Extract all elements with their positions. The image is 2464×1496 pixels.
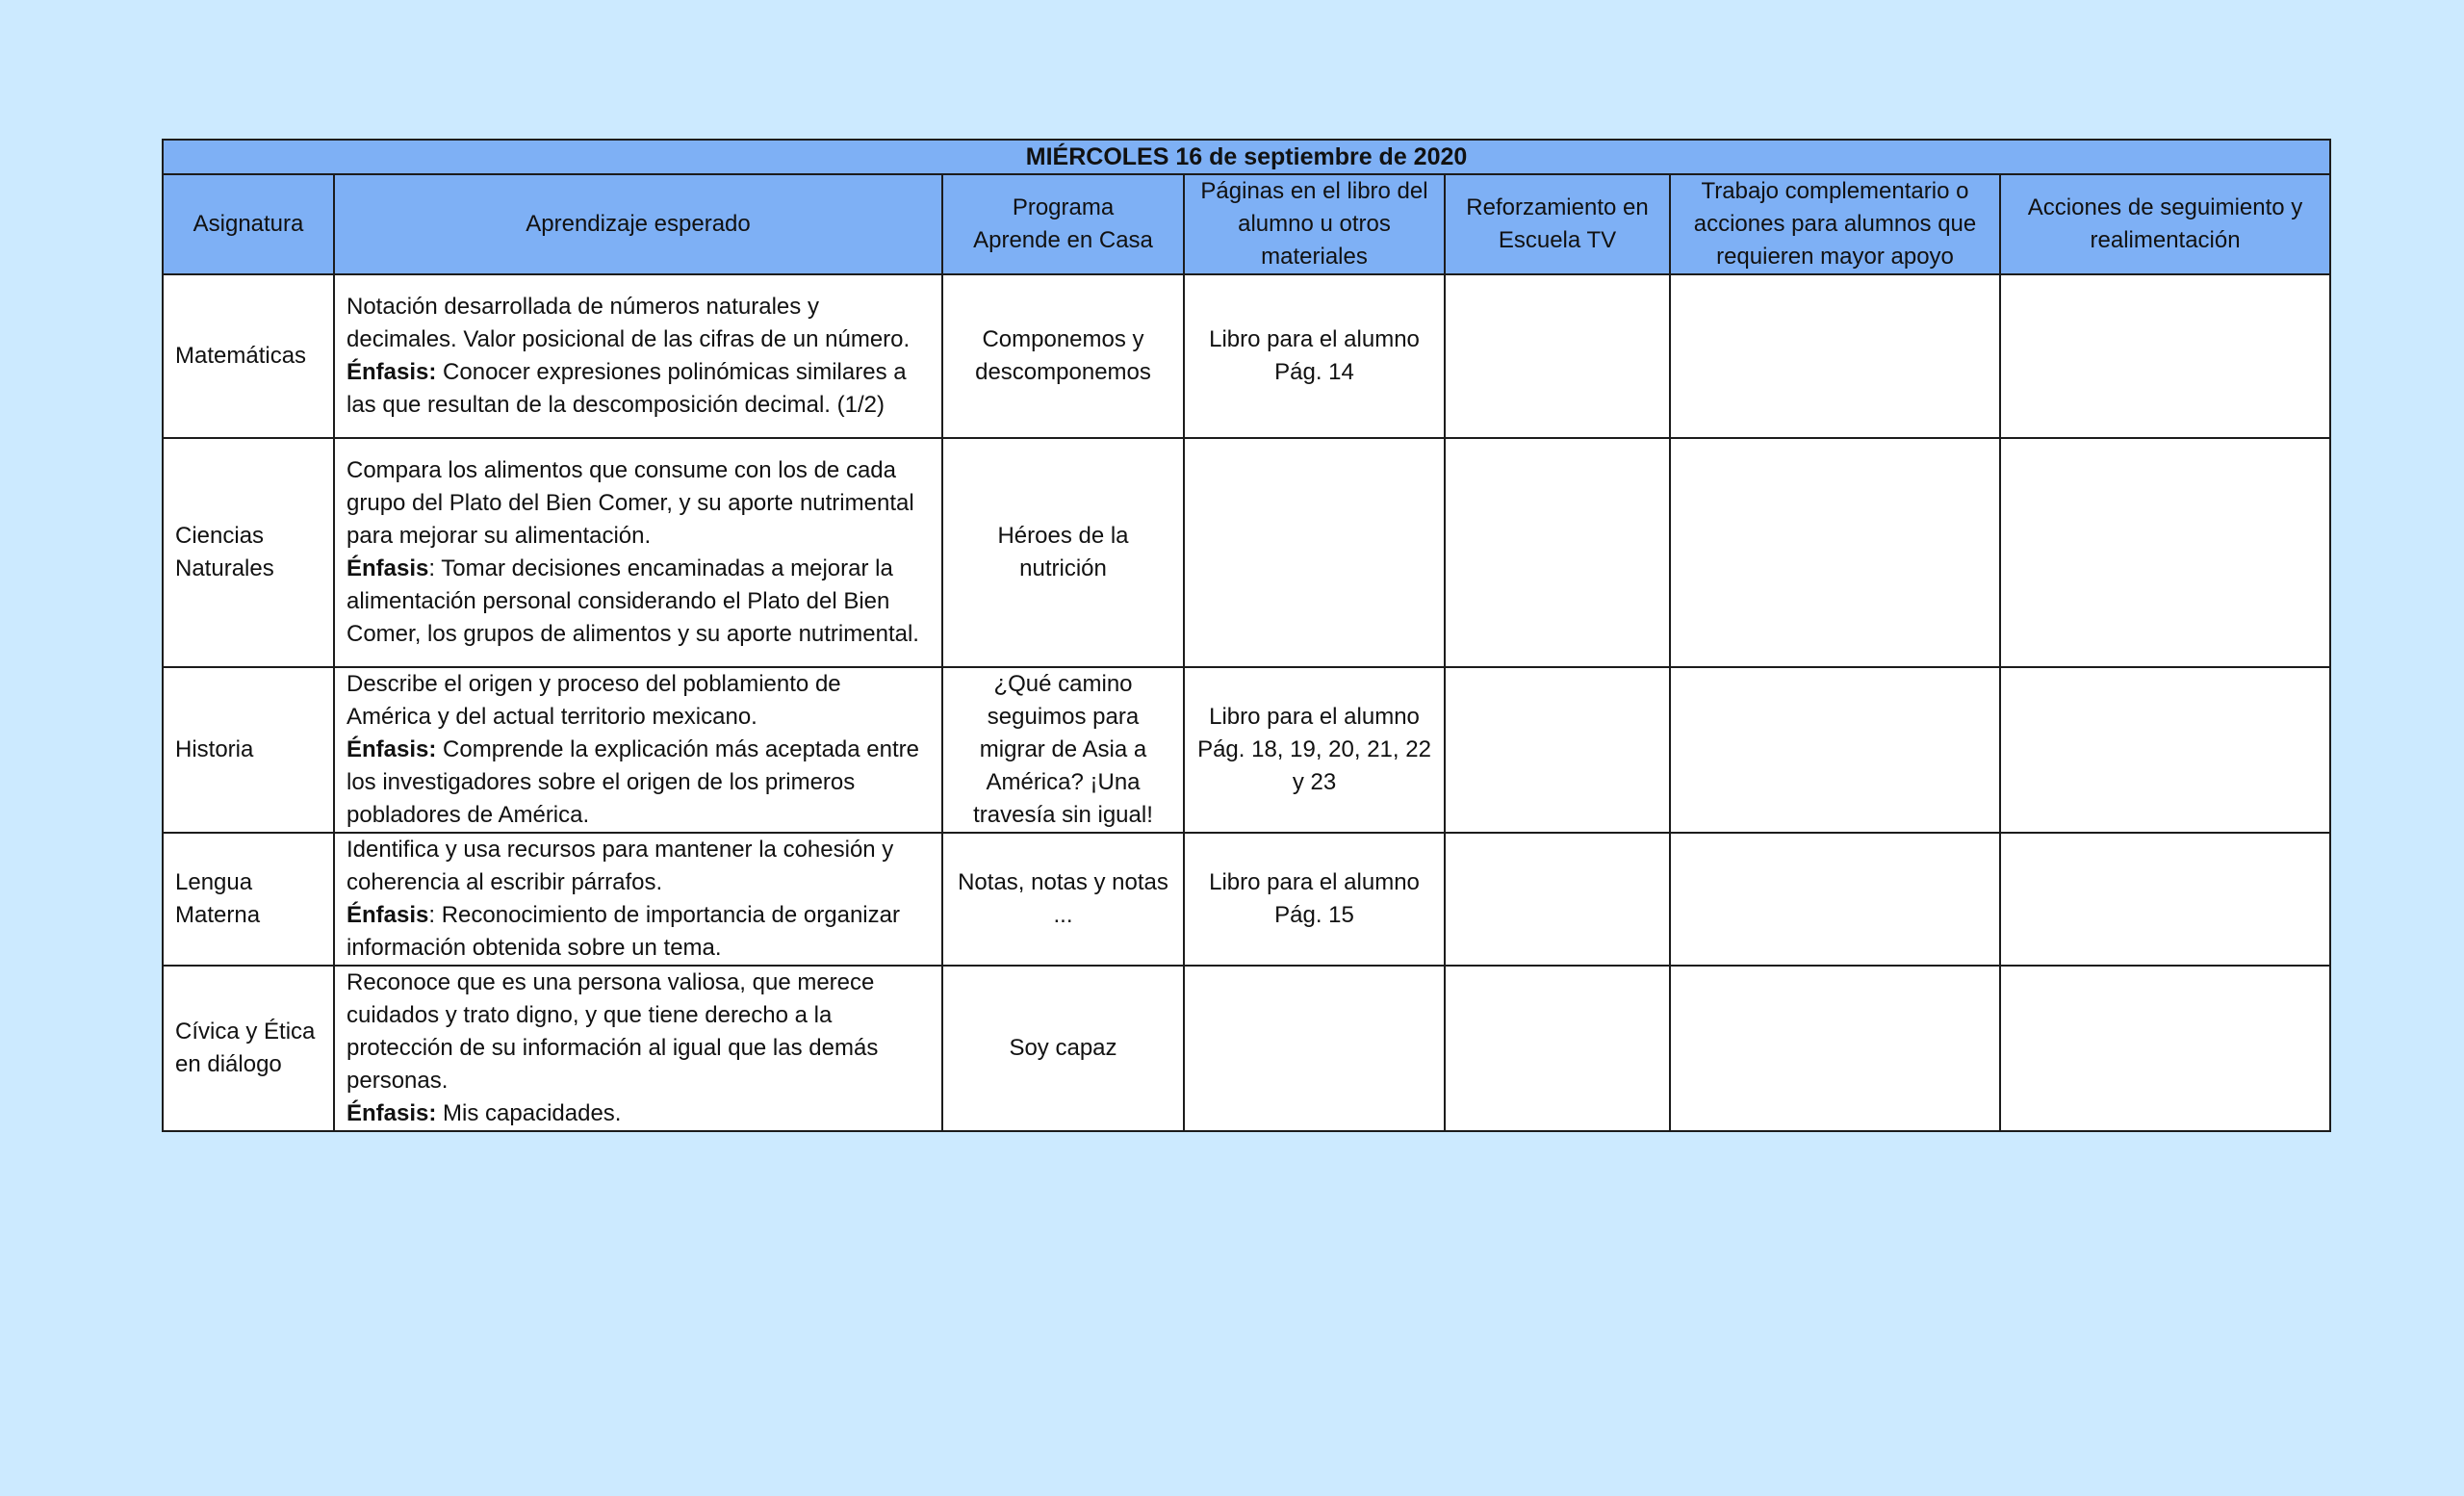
header-subject: Asignatura — [163, 174, 334, 274]
emphasis-text: : Reconocimiento de importancia de organizar información obtenida sobre un tema. — [346, 902, 900, 961]
column-header-row — [163, 174, 2330, 274]
table-row — [163, 667, 2330, 833]
pages-cell — [1184, 966, 1445, 1131]
title-row — [163, 140, 2330, 174]
followup-cell — [2000, 966, 2330, 1131]
emphasis-label: Énfasis: — [346, 736, 437, 762]
reinforcement-cell — [1445, 966, 1670, 1131]
table-title: MIÉRCOLES 16 de septiembre de 2020 — [163, 140, 2330, 174]
learning-cell — [334, 833, 942, 966]
header-pages: Páginas en el libro del alumno u otros materiales — [1184, 174, 1445, 274]
complementary-cell — [1670, 833, 2000, 966]
program-cell: ¿Qué camino seguimos para migrar de Asia a América? ¡Una travesía sin igual! — [942, 667, 1184, 833]
emphasis-label: Énfasis: — [346, 359, 437, 385]
followup-cell — [2000, 274, 2330, 438]
followup-cell — [2000, 667, 2330, 833]
emphasis-label: Énfasis — [346, 555, 429, 581]
complementary-cell — [1670, 667, 2000, 833]
pages-cell — [1184, 438, 1445, 667]
pages-cell: Libro para el alumno Pág. 15 — [1184, 833, 1445, 966]
learning-cell — [334, 438, 942, 667]
learning-text: Compara los alimentos que consume con los de cada grupo del Plato del Bien Comer, y su aporte nutrimental para mejorar su alimentación. — [346, 457, 914, 549]
table-row — [163, 274, 2330, 438]
program-cell: Soy capaz — [942, 966, 1184, 1131]
followup-cell — [2000, 438, 2330, 667]
complementary-cell — [1670, 438, 2000, 667]
reinforcement-cell — [1445, 667, 1670, 833]
complementary-cell — [1670, 274, 2000, 438]
learning-text: Notación desarrollada de números naturales y decimales. Valor posicional de las cifras de un número. — [346, 294, 911, 352]
reinforcement-cell — [1445, 833, 1670, 966]
header-reinforcement: Reforzamiento en Escuela TV — [1445, 174, 1670, 274]
emphasis-text: Conocer expresiones polinómicas similares a las que resultan de la descomposición decimal. (1/2) — [346, 359, 907, 418]
header-expected-learning: Aprendizaje esperado — [334, 174, 942, 274]
learning-cell — [334, 274, 942, 438]
program-cell: Héroes de la nutrición — [942, 438, 1184, 667]
table-row — [163, 438, 2330, 667]
header-complementary-work: Trabajo complementario o acciones para alumnos que requieren mayor apoyo — [1670, 174, 2000, 274]
emphasis-label: Énfasis — [346, 902, 429, 928]
header-followup: Acciones de seguimiento y realimentación — [2000, 174, 2330, 274]
subject-cell: Historia — [163, 667, 334, 833]
program-cell: Notas, notas y notas ... — [942, 833, 1184, 966]
pages-cell: Libro para el alumno Pág. 18, 19, 20, 21, 22 y 23 — [1184, 667, 1445, 833]
subject-cell: Lengua Materna — [163, 833, 334, 966]
emphasis-text: Comprende la explicación más aceptada entre los investigadores sobre el origen de los primeros pobladores de América. — [346, 736, 919, 828]
pages-cell: Libro para el alumno Pág. 14 — [1184, 274, 1445, 438]
learning-cell — [334, 966, 942, 1131]
subject-cell: Matemáticas — [163, 274, 334, 438]
table-row — [163, 833, 2330, 966]
table-row — [163, 966, 2330, 1131]
learning-text: Reconoce que es una persona valiosa, que merece cuidados y trato digno, y que tiene derecho a la protección de su información al igual que las demás personas. — [346, 969, 879, 1094]
complementary-cell — [1670, 966, 2000, 1131]
reinforcement-cell — [1445, 438, 1670, 667]
program-cell: Componemos y descomponemos — [942, 274, 1184, 438]
emphasis-label: Énfasis: — [346, 1100, 437, 1126]
subject-cell: Cívica y Ética en diálogo — [163, 966, 334, 1131]
schedule-table — [162, 139, 2331, 1132]
learning-text: Describe el origen y proceso del poblamiento de América y del actual territorio mexicano. — [346, 671, 841, 730]
reinforcement-cell — [1445, 274, 1670, 438]
emphasis-text: Mis capacidades. — [436, 1100, 622, 1126]
learning-cell — [334, 667, 942, 833]
learning-text: Identifica y usa recursos para mantener la cohesión y coherencia al escribir párrafos. — [346, 837, 894, 895]
emphasis-text: : Tomar decisiones encaminadas a mejorar la alimentación personal considerando el Plato del Bien Comer, los grupos de alimentos y su aporte nutrimental. — [346, 555, 919, 647]
followup-cell — [2000, 833, 2330, 966]
header-program: Programa Aprende en Casa — [942, 174, 1184, 274]
subject-cell: Ciencias Naturales — [163, 438, 334, 667]
